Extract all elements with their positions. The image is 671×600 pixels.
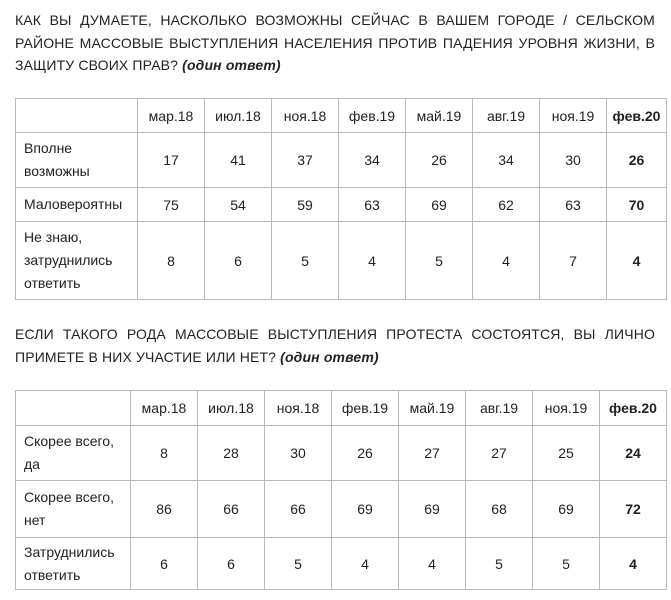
question-1-text: КАК ВЫ ДУМАЕТЕ, НАСКОЛЬКО ВОЗМОЖНЫ СЕЙЧАС В ВАШЕМ ГОРОДЕ / СЕЛЬСКОМ РАЙОНЕ МАССОВЫЕ ВЫСТУПЛЕНИЯ НАСЕЛЕНИЯ ПРОТИВ ПАДЕНИЯ УРОВНЯ ЖИЗНИ, В ЗАЩИТУ СВОИХ ПРАВ?: [15, 12, 655, 73]
table-cell: 27: [399, 426, 466, 481]
table-cell: 5: [272, 222, 339, 300]
row-label: Вполне возможны: [16, 133, 138, 188]
table-1-column-header: ноя.18: [272, 99, 339, 133]
table-2-column-header: авг.19: [466, 391, 533, 426]
table-cell: 4: [339, 222, 406, 300]
table-cell: 37: [272, 133, 339, 188]
table-2-column-header: ноя.18: [265, 391, 332, 426]
table-cell: 6: [205, 222, 272, 300]
row-label: Скорее всего, нет: [16, 481, 131, 538]
table-row: [16, 133, 667, 188]
table-1-corner-cell: [16, 99, 138, 133]
table-cell: 63: [540, 188, 607, 222]
table-cell: 5: [466, 538, 533, 590]
table-row: [16, 426, 667, 481]
table-1-column-header: май.19: [406, 99, 473, 133]
table-1-header-row: [16, 99, 667, 133]
table-1-column-header: ноя.19: [540, 99, 607, 133]
table-cell: 30: [540, 133, 607, 188]
table-cell: 17: [138, 133, 205, 188]
table-2-column-header: мар.18: [131, 391, 198, 426]
table-cell: 69: [533, 481, 600, 538]
table-2-column-header: фев.19: [332, 391, 399, 426]
table-cell: 7: [540, 222, 607, 300]
table-cell: 8: [131, 426, 198, 481]
table-cell-latest: 26: [607, 133, 667, 188]
table-cell: 66: [265, 481, 332, 538]
table-2-header-row: [16, 391, 667, 426]
table-2-column-header: июл.18: [198, 391, 265, 426]
table-cell-latest: 70: [607, 188, 667, 222]
table-cell: 4: [332, 538, 399, 590]
table-cell: 69: [399, 481, 466, 538]
table-cell-latest: 72: [600, 481, 667, 538]
table-cell: 6: [131, 538, 198, 590]
row-label: Не знаю, затруднились ответить: [16, 222, 138, 300]
table-cell: 26: [332, 426, 399, 481]
table-cell: 4: [399, 538, 466, 590]
question-2: [15, 323, 655, 368]
table-row: [16, 222, 667, 300]
table-cell: 66: [198, 481, 265, 538]
table-cell: 34: [473, 133, 540, 188]
table-2-column-header: май.19: [399, 391, 466, 426]
table-cell: 75: [138, 188, 205, 222]
table-row: [16, 538, 667, 590]
results-table-2: [15, 390, 667, 590]
question-1: [15, 9, 655, 77]
table-cell-latest: 4: [600, 538, 667, 590]
table-cell: 68: [466, 481, 533, 538]
table-cell: 25: [533, 426, 600, 481]
table-row: [16, 481, 667, 538]
results-table-1: [15, 98, 667, 300]
question-1-note: (один ответ): [182, 57, 281, 73]
table-cell: 30: [265, 426, 332, 481]
table-cell: 62: [473, 188, 540, 222]
table-cell-latest: 4: [607, 222, 667, 300]
table-cell: 27: [466, 426, 533, 481]
table-cell: 6: [198, 538, 265, 590]
row-label: Затруднились ответить: [16, 538, 131, 590]
table-1-column-header: мар.18: [138, 99, 205, 133]
table-1-column-header: фев.19: [339, 99, 406, 133]
table-cell: 69: [406, 188, 473, 222]
table-cell: 54: [205, 188, 272, 222]
table-cell-latest: 24: [600, 426, 667, 481]
question-2-note: (один ответ): [280, 348, 379, 365]
table-1-column-header: июл.18: [205, 99, 272, 133]
table-2-column-header-latest: фев.20: [600, 391, 667, 426]
table-cell: 59: [272, 188, 339, 222]
table-cell: 63: [339, 188, 406, 222]
table-row: [16, 188, 667, 222]
table-cell: 5: [265, 538, 332, 590]
table-cell: 34: [339, 133, 406, 188]
question-2-text: ЕСЛИ ТАКОГО РОДА МАССОВЫЕ ВЫСТУПЛЕНИЯ ПРОТЕСТА СОСТОЯТСЯ, ВЫ ЛИЧНО ПРИМЕТЕ В НИХ УЧАСТИЕ ИЛИ НЕТ?: [15, 326, 655, 365]
table-cell: 41: [205, 133, 272, 188]
table-1-column-header: авг.19: [473, 99, 540, 133]
table-2-column-header: ноя.19: [533, 391, 600, 426]
table-cell: 86: [131, 481, 198, 538]
table-2-corner-cell: [16, 391, 131, 426]
table-cell: 28: [198, 426, 265, 481]
table-cell: 5: [406, 222, 473, 300]
table-cell: 5: [533, 538, 600, 590]
table-cell: 69: [332, 481, 399, 538]
table-cell: 8: [138, 222, 205, 300]
row-label: Маловероятны: [16, 188, 138, 222]
table-cell: 26: [406, 133, 473, 188]
row-label: Скорее всего, да: [16, 426, 131, 481]
table-cell: 4: [473, 222, 540, 300]
table-1-column-header-latest: фев.20: [607, 99, 667, 133]
